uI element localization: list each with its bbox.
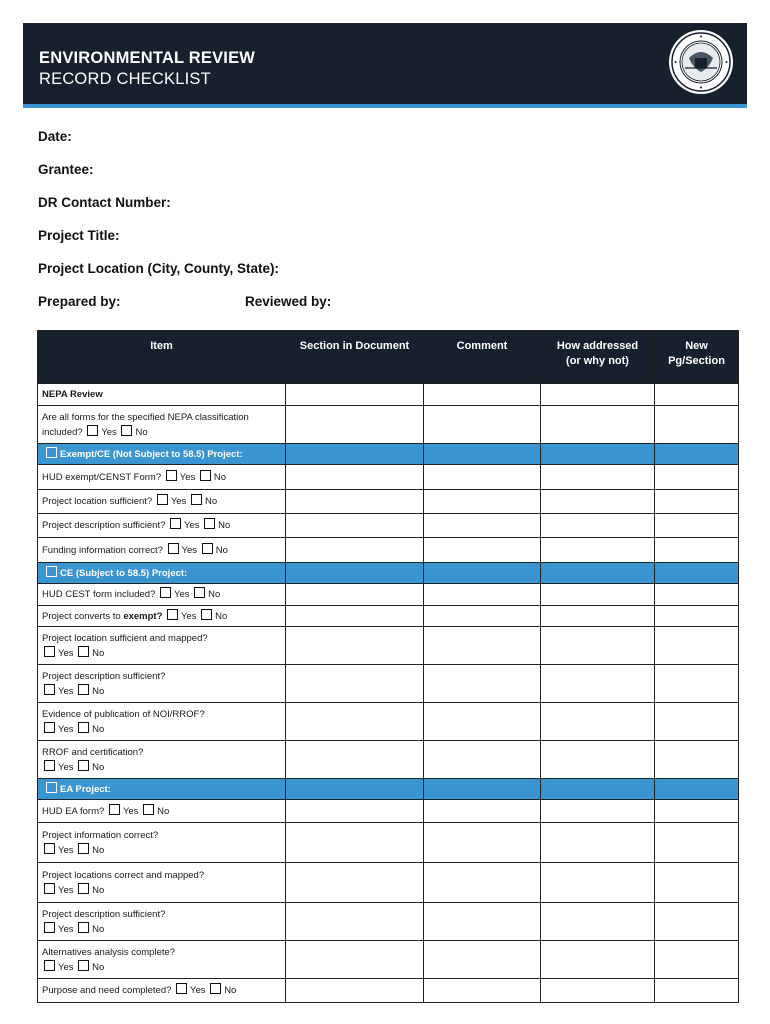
yes-checkbox[interactable] (44, 646, 55, 657)
ea-section-checkbox[interactable] (46, 782, 57, 793)
no-checkbox[interactable] (78, 684, 89, 695)
table-row: Project location sufficient and mapped? Yes No (38, 627, 739, 665)
section-row-exempt: Exempt/CE (Not Subject to 58.5) Project: (38, 444, 739, 465)
reviewed-by-field-label: Reviewed by: (245, 294, 332, 309)
table-row: Project description sufficient? Yes No (38, 665, 739, 703)
table-row: HUD exempt/CENST Form? Yes No (38, 465, 739, 490)
table-row: Project description sufficient? Yes No (38, 903, 739, 941)
yes-checkbox[interactable] (176, 983, 187, 994)
no-checkbox[interactable] (78, 760, 89, 771)
table-row: Project location sufficient? Yes No (38, 490, 739, 514)
no-checkbox[interactable] (78, 722, 89, 733)
table-row: RROF and certification? Yes No (38, 741, 739, 779)
table-row: Project description sufficient? Yes No (38, 514, 739, 538)
checklist-table (37, 330, 739, 1003)
prepared-by-field-label: Prepared by: (38, 294, 121, 309)
no-checkbox[interactable] (202, 543, 213, 554)
yes-checkbox[interactable] (87, 425, 98, 436)
table-row: Purpose and need completed? Yes No (38, 979, 739, 1003)
nepa-review-title: NEPA Review (38, 384, 286, 406)
section-row-ea: EA Project: (38, 779, 739, 800)
no-checkbox[interactable] (194, 587, 205, 598)
nepa-q1-text: Are all forms for the specified NEPA classification (42, 411, 249, 423)
no-checkbox[interactable] (78, 843, 89, 854)
no-checkbox[interactable] (204, 518, 215, 529)
col-header-comment: Comment (424, 331, 541, 384)
no-checkbox[interactable] (78, 646, 89, 657)
agency-seal-icon (667, 28, 735, 96)
table-header-row (38, 331, 739, 384)
yes-checkbox[interactable] (168, 543, 179, 554)
table-row: Alternatives analysis complete? Yes No (38, 941, 739, 979)
no-checkbox[interactable] (78, 960, 89, 971)
no-checkbox[interactable] (121, 425, 132, 436)
yes-checkbox[interactable] (44, 883, 55, 894)
no-checkbox[interactable] (191, 494, 202, 505)
col-header-new-pg: New Pg/Section (655, 331, 739, 384)
yes-checkbox[interactable] (44, 922, 55, 933)
section-row-ce: CE (Subject to 58.5) Project: (38, 563, 739, 584)
no-checkbox[interactable] (210, 983, 221, 994)
title-line-1: ENVIRONMENTAL REVIEW (39, 49, 256, 67)
yes-checkbox[interactable] (167, 609, 178, 620)
yes-checkbox[interactable] (44, 722, 55, 733)
table-row: Funding information correct? Yes No (38, 538, 739, 563)
table-row (38, 384, 739, 406)
yes-checkbox[interactable] (157, 494, 168, 505)
title-line-2: RECORD CHECKLIST (39, 70, 211, 88)
project-title-field-label: Project Title: (38, 228, 120, 243)
no-checkbox[interactable] (201, 609, 212, 620)
page-header (23, 23, 747, 108)
table-row: Project converts to exempt? Yes No (38, 606, 739, 627)
col-header-item: Item (38, 331, 286, 384)
table-row: HUD EA form? Yes No (38, 800, 739, 823)
grantee-field-label: Grantee: (38, 162, 94, 177)
yes-checkbox[interactable] (44, 760, 55, 771)
col-header-how-addressed: How addressed (or why not) (541, 331, 655, 384)
yes-checkbox[interactable] (109, 804, 120, 815)
no-checkbox[interactable] (143, 804, 154, 815)
date-field-label: Date: (38, 129, 72, 144)
table-row: Are all forms for the specified NEPA classification included? Yes No (38, 406, 739, 444)
table-row: HUD CEST form included? Yes No (38, 584, 739, 606)
table-row: Evidence of publication of NOI/RROF? Yes No (38, 703, 739, 741)
yes-checkbox[interactable] (160, 587, 171, 598)
yes-checkbox[interactable] (166, 470, 177, 481)
exempt-section-checkbox[interactable] (46, 447, 57, 458)
col-header-section: Section in Document (286, 331, 424, 384)
no-checkbox[interactable] (200, 470, 211, 481)
yes-checkbox[interactable] (170, 518, 181, 529)
project-location-field-label: Project Location (City, County, State): (38, 261, 280, 276)
no-checkbox[interactable] (78, 922, 89, 933)
table-row: Project information correct? Yes No (38, 823, 739, 863)
table-row: Project locations correct and mapped? Yes No (38, 863, 739, 903)
yes-checkbox[interactable] (44, 684, 55, 695)
yes-checkbox[interactable] (44, 960, 55, 971)
no-checkbox[interactable] (78, 883, 89, 894)
yes-checkbox[interactable] (44, 843, 55, 854)
dr-contact-field-label: DR Contact Number: (38, 195, 171, 210)
ce-section-checkbox[interactable] (46, 566, 57, 577)
